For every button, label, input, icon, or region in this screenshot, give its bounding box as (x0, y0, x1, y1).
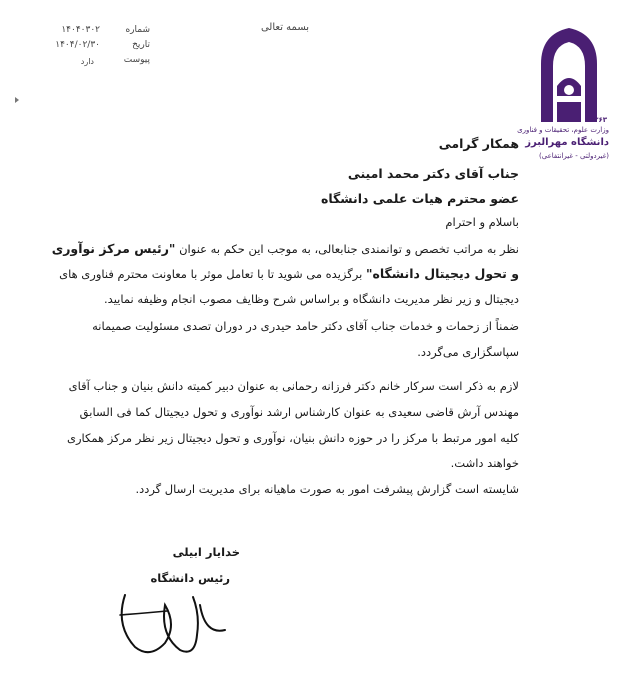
signatory-title: رئیس دانشگاه (150, 571, 230, 585)
handwritten-signature-icon (105, 585, 245, 665)
paragraph-line: کلیه امور مرتبط با مرکز را در حوزه دانش بنیان، نوآوری و تحول دیجیتال زیر نظر مرکز همکاری (66, 431, 519, 445)
paragraph-line (0, 266, 519, 281)
paragraph-line: لازم به ذکر است سرکار خانم دکتر فرزانه رحمانی به عنوان دبیر کمیته دانش بنیان و جناب آقای (68, 379, 519, 393)
paragraph-line: دیجیتال و زیر نظر مدیریت دانشگاه و براساس شرح وظایف مصوب انجام وظیفه نمایید. (104, 292, 519, 306)
appointment-title: "رئیس مرکز نوآوری (51, 241, 176, 256)
appointment-title-cont: و تحول دیجیتال دانشگاه" (365, 266, 519, 281)
paragraph-line: سپاسگزاری می‌گردد. (417, 345, 519, 359)
attachment-label: پیوست (123, 55, 150, 65)
number-value: ۱۴۰۴۰۳۰۲ (61, 25, 100, 35)
paragraph-line: شایسته است گزارش پیشرفت امور به صورت ماهیانه برای مدیریت ارسال گردد. (135, 482, 519, 496)
basmaleh: بسمه تعالی (260, 22, 310, 33)
addressee: جناب آقای دکتر محمد امینی (347, 166, 519, 181)
logo-university-name: دانشگاه مهرالبرز (525, 137, 609, 148)
body-text: نظر به مراتب تخصص و توانمندی جنابعالی، به موجب این حکم به عنوان (175, 242, 519, 256)
paragraph-line: مهندس آرش قاضی سعیدی به عنوان کارشناس ارشد نوآوری و تحول دیجیتال کما فی السابق (79, 405, 519, 419)
attachment-value: دارد (80, 57, 94, 66)
page-marker-icon (15, 97, 19, 103)
date-value: ۱۴۰۴/۰۲/۳۰ (55, 40, 100, 50)
greeting: باسلام و احترام (445, 215, 519, 229)
addressee-position: عضو محترم هیات علمی دانشگاه (320, 191, 519, 206)
logo-subtitle: (غیردولتی - غیرانتفاعی) (539, 152, 609, 160)
logo-year: ۱۳۶۳ (589, 116, 607, 124)
logo-ministry-text: وزارت علوم، تحقیقات و فناوری (517, 126, 609, 134)
signatory-name: خدایار ابیلی (172, 545, 240, 559)
salutation: همکار گرامی (438, 136, 519, 151)
date-label: تاریخ (132, 40, 150, 50)
body-text: برگزیده می شوید تا با تعامل موثر با معاونت محترم فناوری های (59, 267, 366, 281)
paragraph-line: ضمناً از زحمات و خدمات جناب آقای دکتر حامد حیدری در دوران تصدی مسئولیت صمیمانه (92, 319, 519, 333)
paragraph-line: خواهند داشت. (450, 456, 519, 470)
university-logo-icon (535, 26, 603, 126)
paragraph-line (0, 241, 519, 256)
number-label: شماره (125, 25, 150, 35)
